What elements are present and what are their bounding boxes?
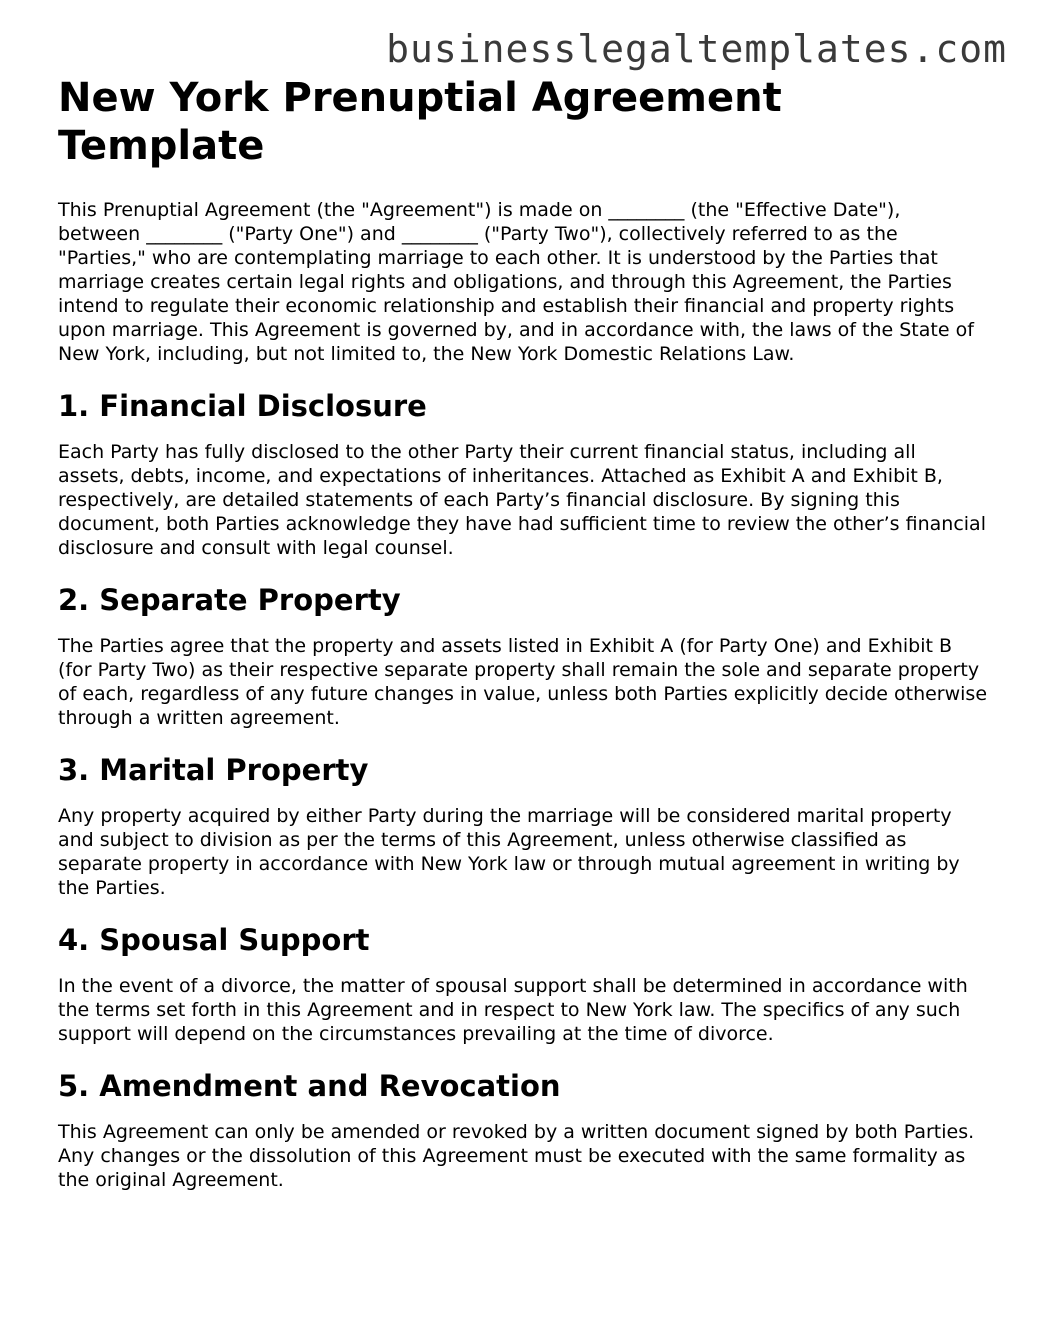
section-body: The Parties agree that the property and assets listed in Exhibit A (for Party One) and Exhibit B (for Party Two) as their respective separate property shall remain the sole and separate property of each, regardless of any future changes in value, unless both Parties explicitly decide otherwise through a written agreement. — [58, 635, 988, 729]
section-amendment-revocation — [58, 1068, 988, 1192]
section-body: In the event of a divorce, the matter of spousal support shall be determined in accordance with the terms set forth in this Agreement and in respect to New York law. The specifics of any such support will depend on the circumstances prevailing at the time of divorce. — [58, 975, 968, 1045]
section-body: This Agreement can only be amended or revoked by a written document signed by both Parties. Any changes or the dissolution of this Agreement must be executed with the same formality as the original Agreement. — [58, 1121, 975, 1191]
section-heading: 5. Amendment and Revocation — [58, 1069, 561, 1103]
section-spousal-support — [58, 922, 988, 1046]
section-heading: 1. Financial Disclosure — [58, 389, 427, 423]
section-marital-property — [58, 752, 988, 900]
section-separate-property — [58, 582, 988, 730]
section-body: Any property acquired by either Party during the marriage will be considered marital property and subject to division as per the terms of this Agreement, unless otherwise classified as separate property in accordance with New York law or through mutual agreement in writing by the Parties. — [58, 805, 960, 899]
intro-paragraph: This Prenuptial Agreement (the "Agreement") is made on ________ (the "Effective Date"), between ________ ("Party One") and ________ ("Party Two"), collectively referred to as the "Parties," who are contemplating marriage to each other. It is understood by the Parties that marriage creates certain legal rights and obligations, and through this Agreement, the Parties intend to regulate their economic relationship and establish their financial and property rights upon marriage. This Agreement is governed by, and in accordance with, the laws of the State of New York, including, but not limited to, the New York Domestic Relations Law. — [58, 199, 974, 365]
section-body: Each Party has fully disclosed to the other Party their current financial status, including all assets, debts, income, and expectations of inheritances. Attached as Exhibit A and Exhibit B, respectively, are detailed statements of each Party’s financial disclosure. By signing this document, both Parties acknowledge they have had sufficient time to review the other’s financial disclosure and consult with legal counsel. — [58, 441, 986, 559]
section-heading: 3. Marital Property — [58, 753, 369, 787]
section-financial-disclosure — [58, 388, 988, 560]
site-watermark: businesslegaltemplates.com — [386, 27, 1007, 71]
section-heading: 2. Separate Property — [58, 583, 401, 617]
section-heading: 4. Spousal Support — [58, 923, 370, 957]
document-title: New York Prenuptial Agreement Template — [58, 75, 782, 169]
document-body — [58, 74, 988, 1214]
